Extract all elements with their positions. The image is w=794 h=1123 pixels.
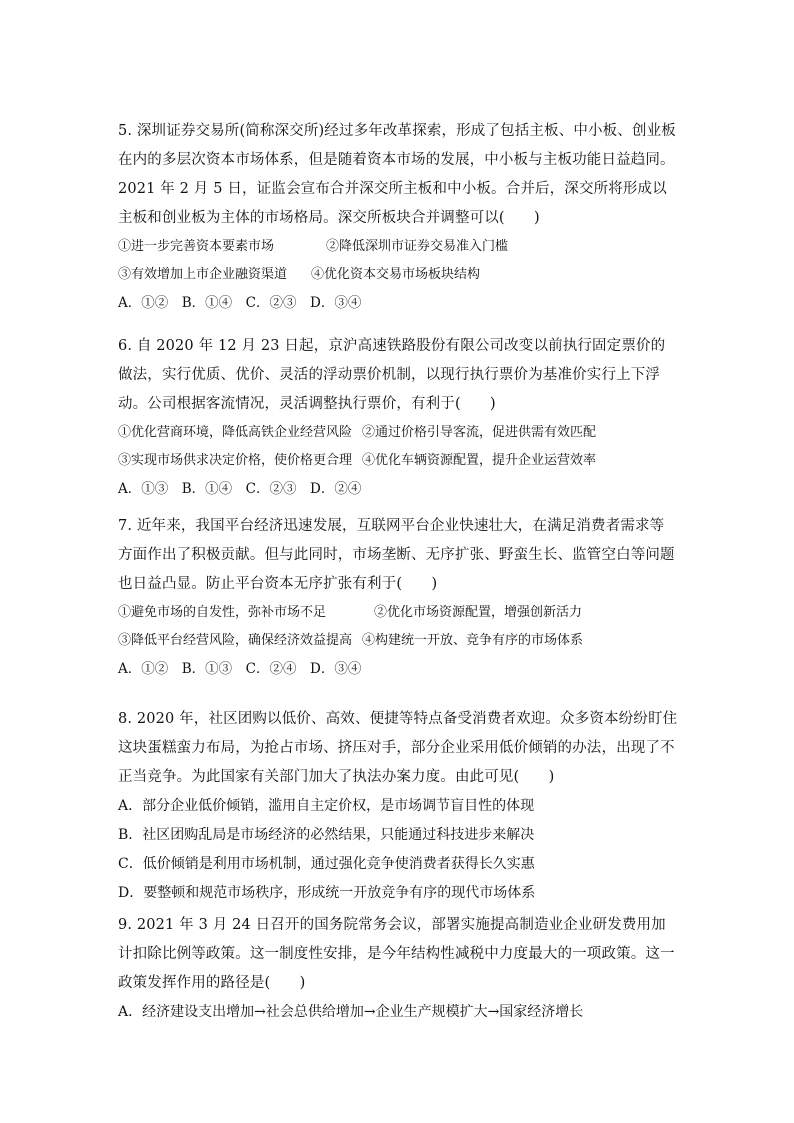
question-9	[118, 911, 678, 1027]
option-item: ①进一步完善资本要素市场	[118, 239, 275, 254]
option-item: ③实现市场供求决定价格，使价格更合理	[118, 453, 353, 468]
option-list	[118, 599, 678, 655]
choice-c: C．低价倾销是利用市场机制，通过强化竞争使消费者获得长久实惠	[118, 856, 535, 872]
option-item: ③降低平台经营风险，确保经济效益提高	[118, 633, 353, 648]
option-item: ②通过价格引导客流，促进供需有效匹配	[362, 425, 597, 440]
option-item: ②降低深圳市证券交易准入门槛	[326, 239, 509, 254]
option-list	[118, 233, 678, 289]
option-item: ③有效增加上市企业融资渠道	[118, 267, 288, 282]
option-item: ①避免市场的自发性，弥补市场不足	[118, 605, 327, 620]
answer-choices: A．①② B．①④ C．②③ D．③④	[118, 295, 362, 311]
choice-b: B．社区团购乱局是市场经济的必然结果，只能通过科技进步来解决	[118, 827, 535, 843]
question-6	[118, 332, 678, 503]
question-stem: 8. 2020 年，社区团购以低价、高效、便捷等特点备受消费者欢迎。众多资本纷纷盯住这块蛋糕蛮力布局，为抢占市场、挤压对手，部分企业采用低价倾销的办法，出现了不正当竞争。为此国家有关部门加大了执法办案力度。由此可见( )	[118, 711, 678, 785]
question-stem: 9. 2021 年 3 月 24 日召开的国务院常务会议，部署实施提高制造业企业研发费用加计扣除比例等政策。这一制度性安排，是今年结构性减税中力度最大的一项政策。这一政策发挥作用的路径是( )	[118, 917, 675, 991]
answer-choices: A．①② B．①③ C．②④ D．③④	[118, 661, 362, 677]
question-8	[118, 705, 678, 908]
option-item: ④优化资本交易市场板块结构	[311, 267, 481, 282]
option-item: ②优化市场资源配置，增强创新活力	[374, 605, 583, 620]
question-7	[118, 512, 678, 683]
option-item: ④构建统一开放、竞争有序的市场体系	[362, 633, 584, 648]
option-list	[118, 419, 678, 475]
option-item: ④优化车辆资源配置，提升企业运营效率	[362, 453, 597, 468]
question-stem: 7. 近年来，我国平台经济迅速发展，互联网平台企业快速壮大，在满足消费者需求等方面作出了积极贡献。但与此同时，市场垄断、无序扩张、野蛮生长、监管空白等问题也日益凸显。防止平台资本无序扩张有利于( )	[118, 518, 675, 592]
question-5	[118, 117, 678, 317]
choice-a: A．部分企业低价倾销，滥用自主定价权，是市场调节盲目性的体现	[118, 798, 535, 814]
option-item: ①优化营商环境，降低高铁企业经营风险	[118, 425, 353, 440]
choice-a: A．经济建设支出增加→社会总供给增加→企业生产规模扩大→国家经济增长	[118, 1004, 584, 1020]
question-stem: 6. 自 2020 年 12 月 23 日起，京沪高速铁路股份有限公司改变以前执行固定票价的做法，实行优质、优价、灵活的浮动票价机制，以现行执行票价为基准价实行上下浮动。公司根据客流情况，灵活调整执行票价，有利于( )	[118, 338, 666, 412]
choice-d: D．要整顿和规范市场秩序，形成统一开放竞争有序的现代市场体系	[118, 885, 536, 901]
answer-choices: A．①③ B．①④ C．②③ D．②④	[118, 481, 362, 497]
question-stem: 5. 深圳证券交易所(简称深交所)经过多年改革探索，形成了包括主板、中小板、创业板在内的多层次资本市场体系，但是随着资本市场的发展，中小板与主板功能日益趋同。2021 年 2 月 5 日，证监会宣布合并深交所主板和中小板。合并后，深交所将形成以主板和创业板为主体的市场格局。深交所板块合并调整可以( )	[118, 123, 676, 226]
